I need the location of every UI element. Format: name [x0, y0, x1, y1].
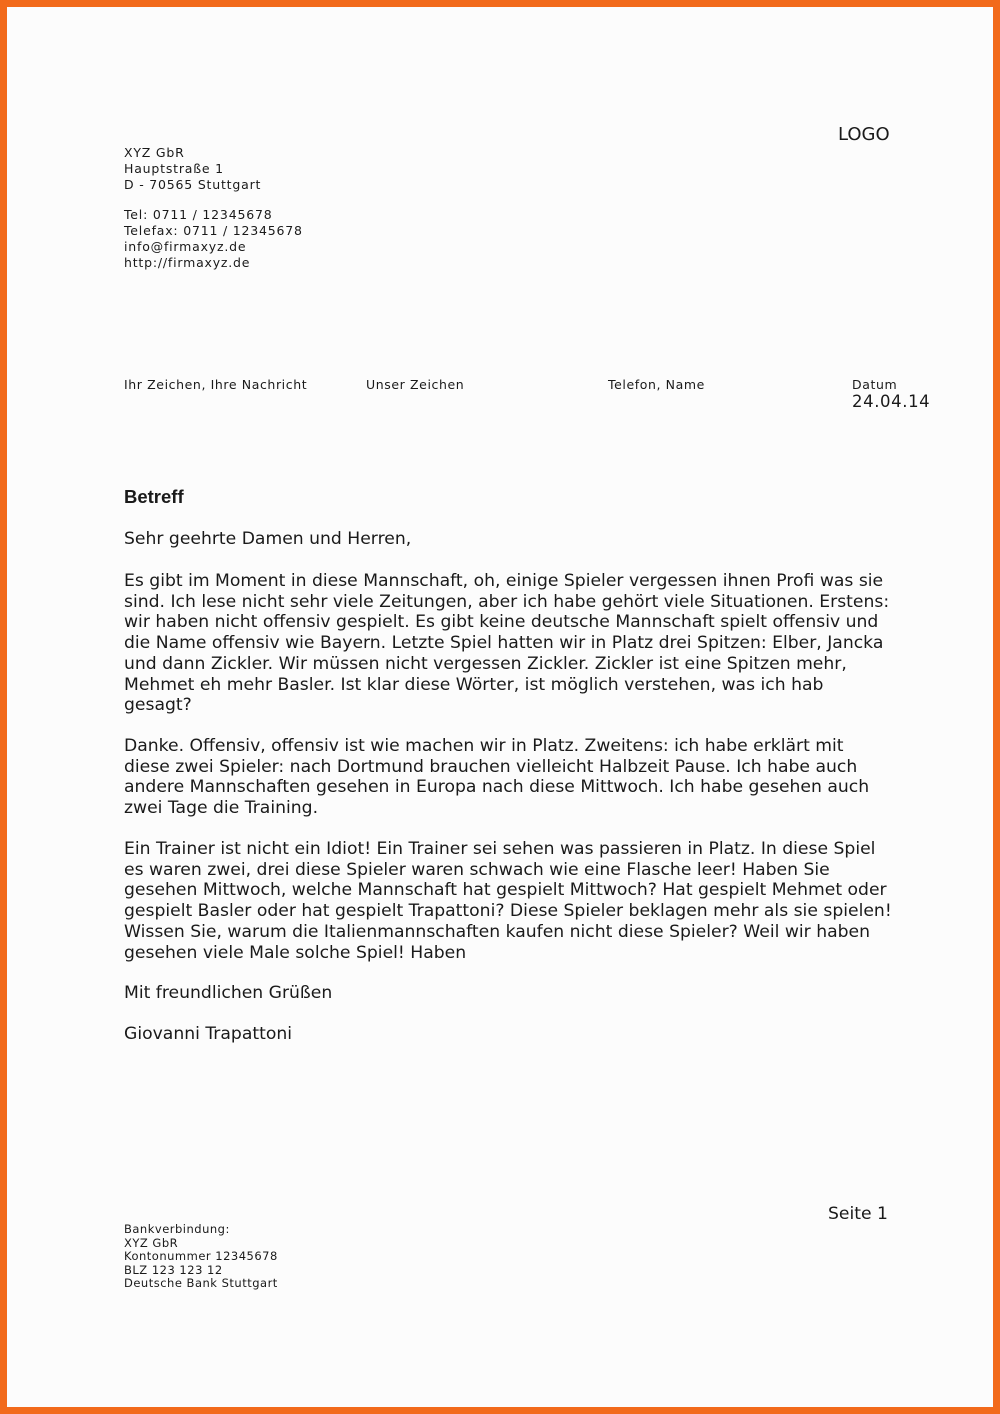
our-reference-label: Unser Zeichen	[366, 377, 465, 392]
letter-salutation: Sehr geehrte Damen und Herren,	[124, 529, 412, 549]
letter-paragraph-2	[124, 736, 894, 819]
bank-label: Bankverbindung:	[124, 1222, 230, 1236]
date-label: Datum	[852, 377, 898, 392]
letter-subject: Betreff	[124, 486, 184, 507]
sender-phone: Tel: 0711 / 12345678	[124, 207, 273, 223]
letter-signer: Giovanni Trapattoni	[124, 1024, 293, 1044]
sender-fax: Telefax: 0711 / 12345678	[124, 223, 303, 239]
paragraph-text: Danke. Offensiv, offensiv ist wie machen wir in Platz. Zweitens: ich habe erklärt mit diese zwei Spieler: nach Dortmund brauchen vielleicht Halbzeit Pause. Ich habe auch andere Mannschaften gesehen in Europa nach diese Mittwoch. Ich habe gesehen auch zwei Tage die Training.	[124, 736, 870, 819]
sender-website: http://firmaxyz.de	[124, 254, 251, 270]
letter-closing: Mit freundlichen Grüßen	[124, 983, 333, 1003]
company-logo: LOGO	[838, 124, 890, 145]
sender-city: D - 70565 Stuttgart	[124, 176, 262, 192]
bank-blz: BLZ 123 123 12	[124, 1262, 223, 1277]
paragraph-text: Ein Trainer ist nicht ein Idiot! Ein Trainer sei sehen was passieren in Platz. In diese Spiel es waren zwei, drei diese Spieler waren schwach wie eine Flasche leer! Haben Sie gesehen Mittwoch, welche Mannschaft hat gespielt Mittwoch? Hat gespielt Mehmet oder gespielt Basler oder hat gespielt Trapattoni? Diese Spieler beklagen mehr als sie spielen! Wissen Sie, warum die Italienmannschaften kaufen nicht diese Spieler? Weil wir haben gesehen viele Male solche Spiel! Haben	[124, 839, 892, 963]
page-number: Seite 1	[828, 1204, 888, 1224]
bank-account: Kontonummer 12345678	[124, 1249, 278, 1264]
sender-email: info@firmaxyz.de	[124, 238, 247, 254]
letter-paragraph-3	[124, 839, 894, 963]
sender-street: Hauptstraße 1	[124, 160, 224, 176]
phone-name-label: Telefon, Name	[608, 377, 705, 392]
bank-name: Deutsche Bank Stuttgart	[124, 1276, 278, 1291]
sender-company: XYZ GbR	[124, 145, 185, 160]
sender-address-block	[124, 145, 303, 271]
your-reference-label: Ihr Zeichen, Ihre Nachricht	[124, 377, 308, 392]
paragraph-text: Es gibt im Moment in diese Mannschaft, oh, einige Spieler vergessen ihnen Profi was sie sind. Ich lese nicht sehr viele Zeitungen, aber ich habe gehört viele Situationen. Erstens: wir haben nicht offensiv gespielt. Es gibt keine deutsche Mannschaft spielt offensiv und die Name offensiv wie Bayern. Letzte Spiel hatten wir in Platz drei Spitzen: Elber, Jancka und dann Zickler. Wir müssen nicht vergessen Zickler. Zickler ist eine Spitzen mehr, Mehmet eh mehr Basler. Ist klar diese Wörter, ist möglich verstehen, was ich hab gesagt?	[124, 571, 890, 716]
letter-paragraph-1	[124, 571, 894, 716]
spacer	[124, 192, 303, 207]
date-value: 24.04.14	[852, 392, 931, 411]
bank-details-footer	[124, 1223, 278, 1291]
bank-holder: XYZ GbR	[124, 1235, 179, 1250]
